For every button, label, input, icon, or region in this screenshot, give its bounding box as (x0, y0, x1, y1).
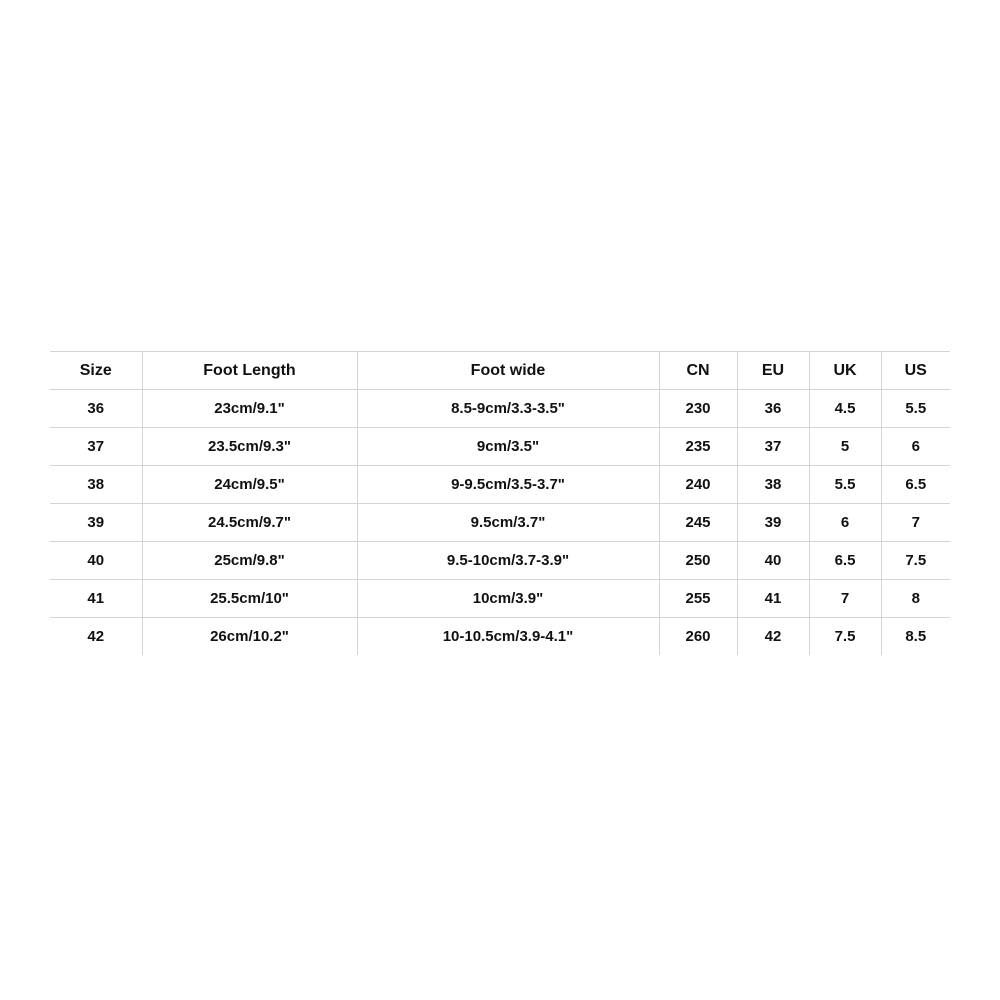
cell-uk: 6.5 (809, 542, 881, 580)
size-chart-header (50, 352, 950, 390)
cell-size: 42 (50, 618, 142, 656)
cell-foot-wide: 9.5cm/3.7" (357, 504, 659, 542)
cell-foot-wide: 10-10.5cm/3.9-4.1" (357, 618, 659, 656)
table-row (50, 428, 950, 466)
cell-uk: 4.5 (809, 390, 881, 428)
cell-cn: 250 (659, 542, 737, 580)
header-size: Size (50, 352, 142, 390)
cell-foot-length: 25.5cm/10" (142, 580, 357, 618)
table-row (50, 618, 950, 656)
cell-size: 36 (50, 390, 142, 428)
cell-uk: 5.5 (809, 466, 881, 504)
cell-foot-length: 24.5cm/9.7" (142, 504, 357, 542)
cell-us: 8.5 (881, 618, 950, 656)
table-row (50, 542, 950, 580)
cell-eu: 38 (737, 466, 809, 504)
cell-uk: 7.5 (809, 618, 881, 656)
size-chart-table (50, 351, 950, 655)
table-row (50, 466, 950, 504)
cell-us: 6 (881, 428, 950, 466)
cell-foot-wide: 9cm/3.5" (357, 428, 659, 466)
cell-eu: 42 (737, 618, 809, 656)
cell-uk: 6 (809, 504, 881, 542)
cell-cn: 235 (659, 428, 737, 466)
cell-cn: 255 (659, 580, 737, 618)
cell-cn: 260 (659, 618, 737, 656)
table-row (50, 390, 950, 428)
cell-size: 38 (50, 466, 142, 504)
cell-us: 7 (881, 504, 950, 542)
header-row (50, 352, 950, 390)
cell-foot-length: 26cm/10.2" (142, 618, 357, 656)
cell-us: 5.5 (881, 390, 950, 428)
cell-size: 41 (50, 580, 142, 618)
cell-foot-length: 23.5cm/9.3" (142, 428, 357, 466)
cell-cn: 240 (659, 466, 737, 504)
cell-eu: 41 (737, 580, 809, 618)
cell-us: 7.5 (881, 542, 950, 580)
cell-foot-wide: 8.5-9cm/3.3-3.5" (357, 390, 659, 428)
header-foot-length: Foot Length (142, 352, 357, 390)
cell-eu: 37 (737, 428, 809, 466)
cell-foot-wide: 9.5-10cm/3.7-3.9" (357, 542, 659, 580)
table-row (50, 504, 950, 542)
cell-cn: 245 (659, 504, 737, 542)
cell-size: 39 (50, 504, 142, 542)
cell-foot-length: 24cm/9.5" (142, 466, 357, 504)
cell-uk: 5 (809, 428, 881, 466)
header-uk: UK (809, 352, 881, 390)
header-eu: EU (737, 352, 809, 390)
cell-uk: 7 (809, 580, 881, 618)
cell-size: 40 (50, 542, 142, 580)
size-chart-body (50, 390, 950, 656)
header-foot-wide: Foot wide (357, 352, 659, 390)
table-row (50, 580, 950, 618)
cell-foot-length: 25cm/9.8" (142, 542, 357, 580)
cell-us: 6.5 (881, 466, 950, 504)
cell-eu: 39 (737, 504, 809, 542)
cell-eu: 36 (737, 390, 809, 428)
cell-us: 8 (881, 580, 950, 618)
cell-eu: 40 (737, 542, 809, 580)
cell-foot-length: 23cm/9.1" (142, 390, 357, 428)
cell-cn: 230 (659, 390, 737, 428)
header-cn: CN (659, 352, 737, 390)
cell-size: 37 (50, 428, 142, 466)
cell-foot-wide: 9-9.5cm/3.5-3.7" (357, 466, 659, 504)
header-us: US (881, 352, 950, 390)
cell-foot-wide: 10cm/3.9" (357, 580, 659, 618)
